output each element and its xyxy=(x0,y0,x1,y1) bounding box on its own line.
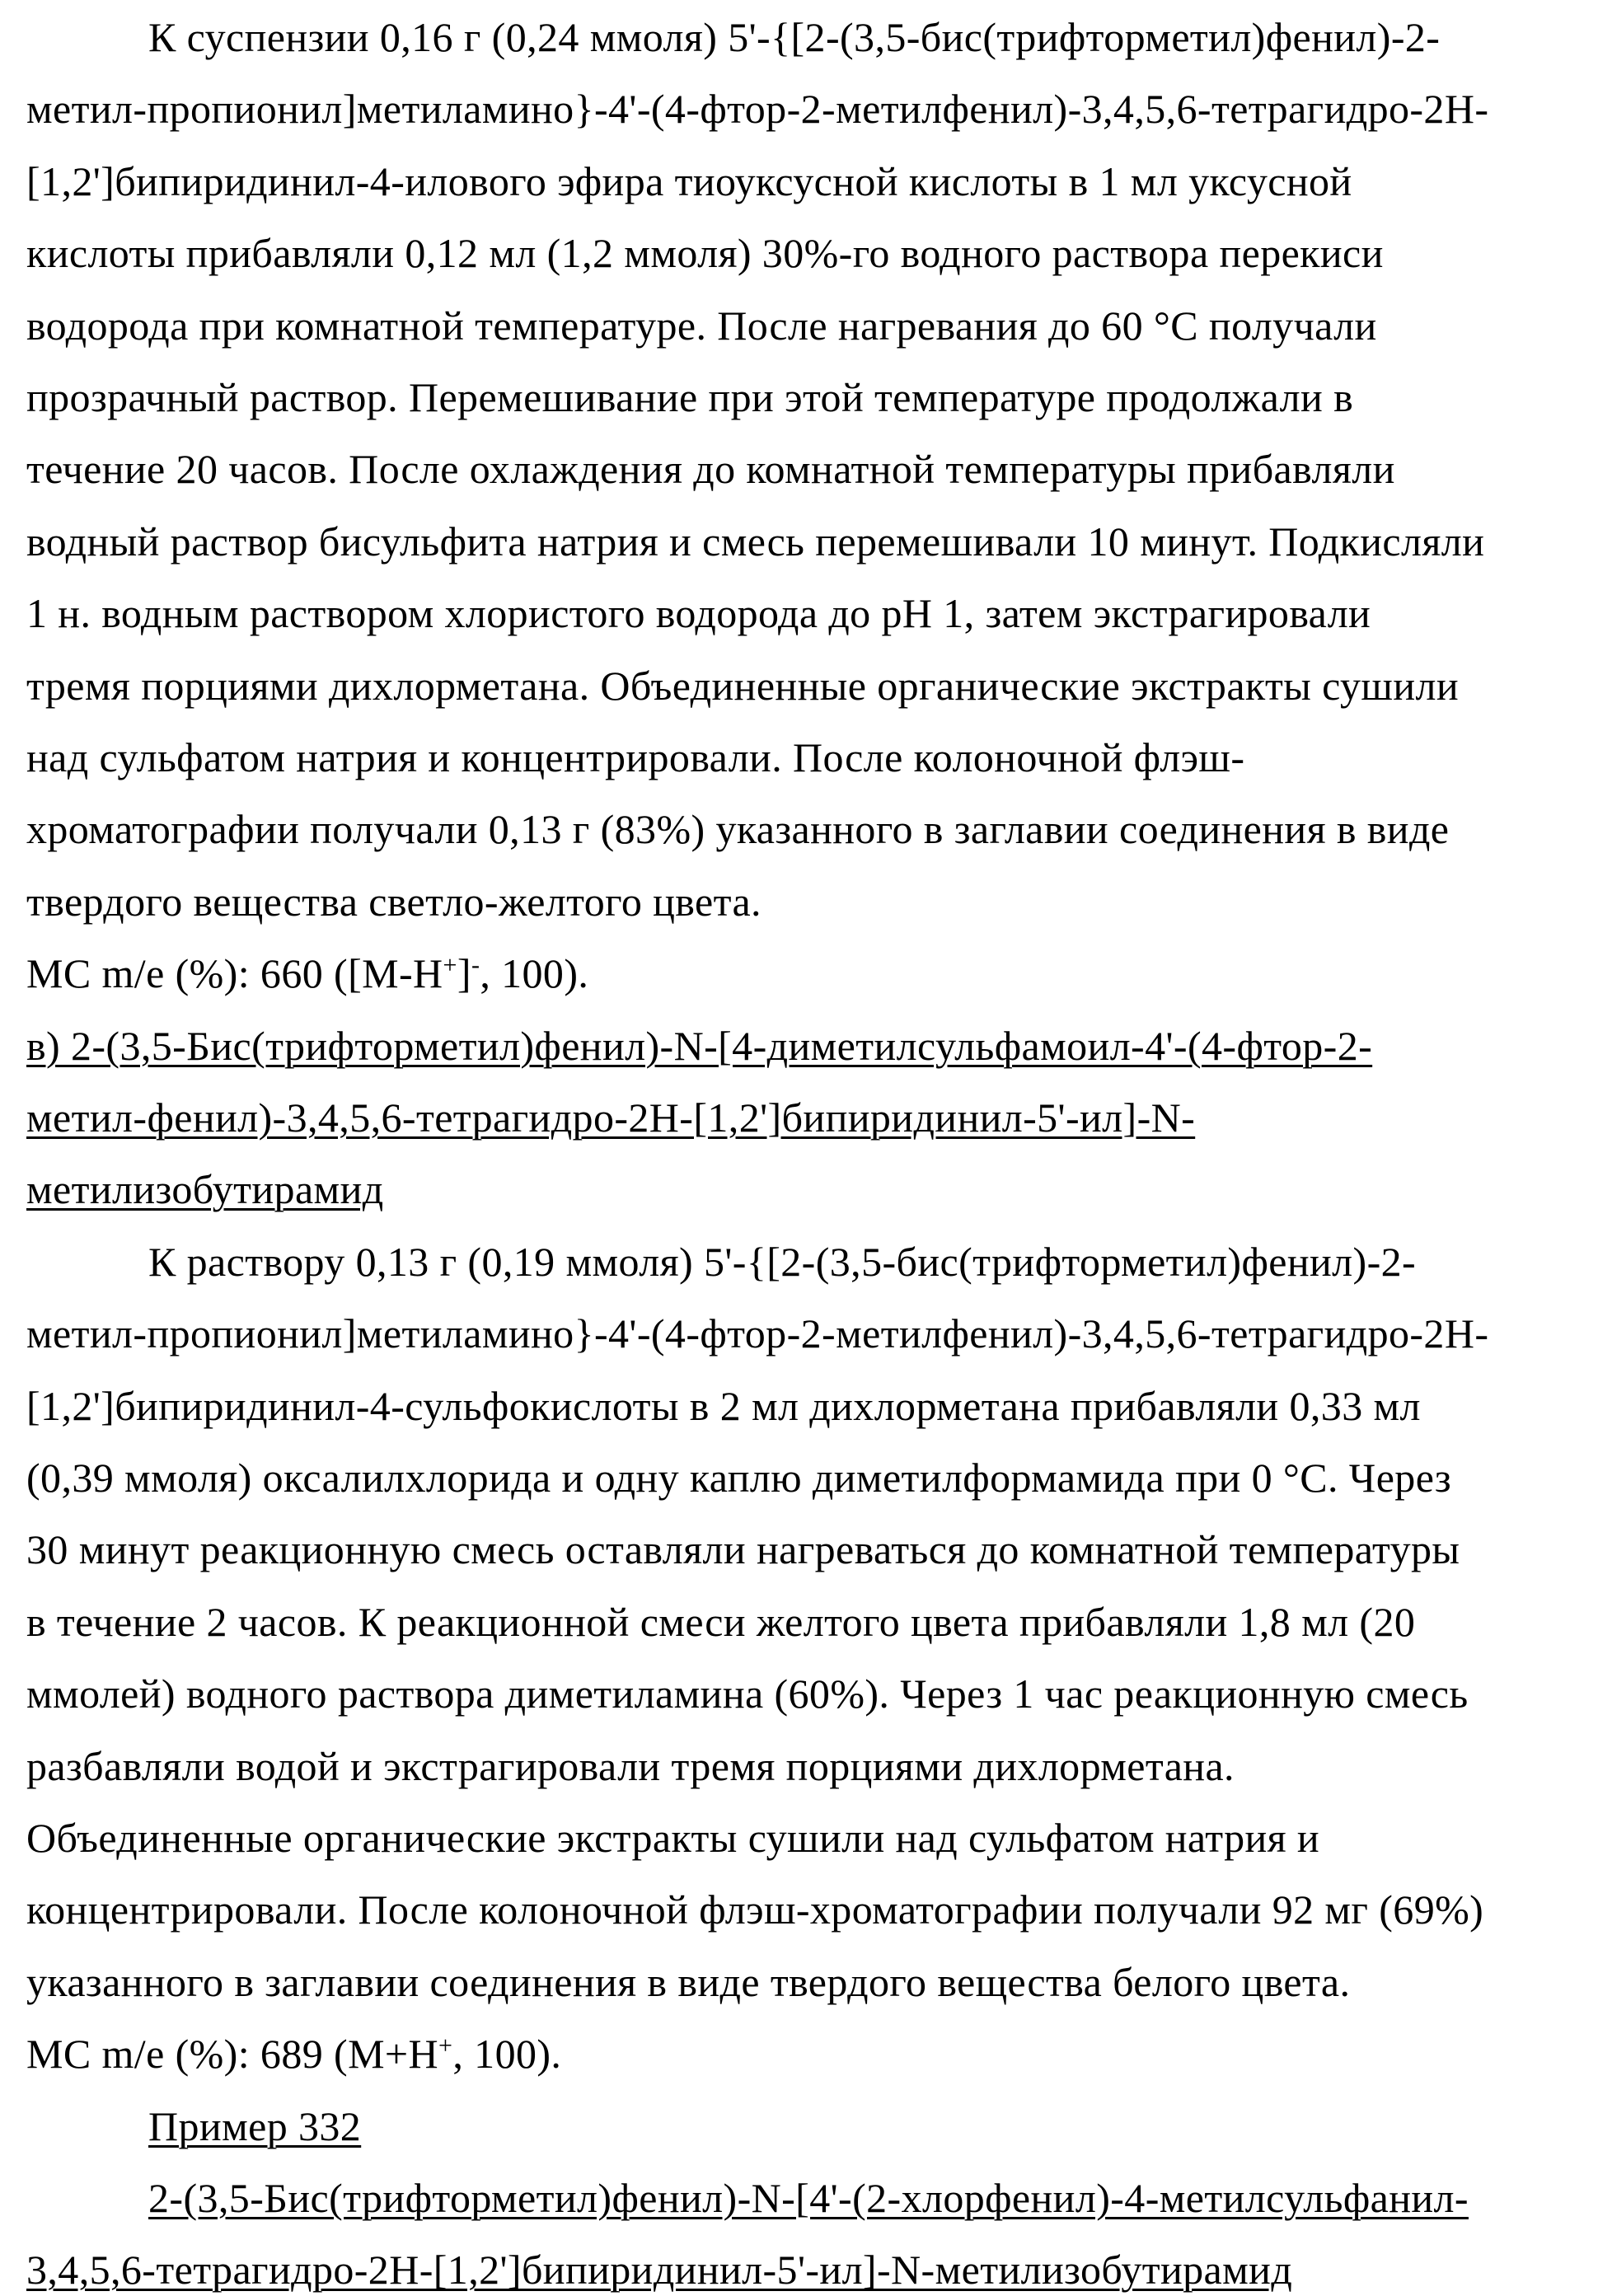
example-title: Пример 332 xyxy=(148,2102,361,2151)
paragraph-line: концентрировали. После колоночной флэш-хроматографии получали 92 мг (69%) xyxy=(26,1885,1483,1934)
paragraph-line: [1,2']бипиридинил-4-илового эфира тиоуксусной кислоты в 1 мл уксусной xyxy=(26,157,1352,206)
paragraph-line: водный раствор бисульфита натрия и смесь перемешивали 10 минут. Подкисляли xyxy=(26,517,1484,566)
mass-spec-line xyxy=(26,949,588,998)
section-heading-line: метилизобутирамид xyxy=(26,1164,384,1214)
paragraph-line: течение 20 часов. После охлаждения до комнатной температуры прибавляли xyxy=(26,444,1395,494)
paragraph-line: водорода при комнатной температуре. После нагревания до 60 °С получали xyxy=(26,301,1377,350)
paragraph-line: 1 н. водным раствором хлористого водорода до рН 1, затем экстрагировали xyxy=(26,588,1371,638)
example-heading-line: 2-(3,5-Бис(трифторметил)фенил)-N-[4'-(2-хлорфенил)-4-метилсульфанил- xyxy=(148,2173,1469,2223)
paragraph-line: (0,39 ммоля) оксалилхлорида и одну каплю диметилформамида при 0 °С. Через xyxy=(26,1453,1451,1502)
paragraph-line: метил-пропионил]метиламино}-4'-(4-фтор-2-метилфенил)-3,4,5,6-тетрагидро-2Н- xyxy=(26,84,1488,134)
text-run: МС m/e (%): 689 (M+H xyxy=(26,2031,438,2077)
paragraph-line: К суспензии 0,16 г (0,24 ммоля) 5'-{[2-(3,5-бис(трифторметил)фенил)-2- xyxy=(148,12,1440,62)
paragraph-line: в течение 2 часов. К реакционной смеси желтого цвета прибавляли 1,8 мл (20 xyxy=(26,1597,1415,1647)
text-run: , 100). xyxy=(480,950,588,996)
paragraph-line: Объединенные органические экстракты сушили над сульфатом натрия и xyxy=(26,1813,1319,1863)
text-run: МС m/e (%): 660 ([M-H xyxy=(26,950,443,996)
superscript: + xyxy=(438,2032,452,2059)
paragraph-line: твердого вещества светло-желтого цвета. xyxy=(26,877,762,926)
text-run: , 100). xyxy=(452,2031,561,2077)
paragraph-line: кислоты прибавляли 0,12 мл (1,2 ммоля) 30%-го водного раствора перекиси xyxy=(26,228,1384,278)
paragraph-line: [1,2']бипиридинил-4-сульфокислоты в 2 мл дихлорметана прибавляли 0,33 мл xyxy=(26,1381,1421,1431)
superscript: - xyxy=(471,952,480,979)
paragraph-line: тремя порциями дихлорметана. Объединенные органические экстракты сушили xyxy=(26,661,1459,710)
paragraph-line: 30 минут реакционную смесь оставляли нагреваться до комнатной температуры xyxy=(26,1525,1460,1574)
paragraph-line: хроматографии получали 0,13 г (83%) указанного в заглавии соединения в виде xyxy=(26,804,1449,854)
example-heading-line: 3,4,5,6-тетрагидро-2Н-[1,2']бипиридинил-5'-ил]-N-метилизобутирамид xyxy=(26,2245,1292,2294)
paragraph-line: прозрачный раствор. Перемешивание при этой температуре продолжали в xyxy=(26,373,1353,422)
paragraph-line: над сульфатом натрия и концентрировали. После колоночной флэш- xyxy=(26,733,1244,782)
paragraph-line: указанного в заглавии соединения в виде твердого вещества белого цвета. xyxy=(26,1957,1350,2007)
paragraph-line: ммолей) водного раствора диметиламина (60%). Через 1 час реакционную смесь xyxy=(26,1669,1469,1718)
mass-spec-line xyxy=(26,2029,561,2078)
text-run: ] xyxy=(457,950,471,996)
paragraph-line: разбавляли водой и экстрагировали тремя порциями дихлорметана. xyxy=(26,1741,1235,1791)
superscript: + xyxy=(443,952,457,979)
paragraph-line: метил-пропионил]метиламино}-4'-(4-фтор-2-метилфенил)-3,4,5,6-тетрагидро-2Н- xyxy=(26,1309,1488,1358)
section-heading-line: метил-фенил)-3,4,5,6-тетрагидро-2Н-[1,2']бипиридинил-5'-ил]-N- xyxy=(26,1093,1195,1142)
paragraph-line: К раствору 0,13 г (0,19 ммоля) 5'-{[2-(3,5-бис(трифторметил)фенил)-2- xyxy=(148,1237,1416,1286)
section-heading-line: в) 2-(3,5-Бис(трифторметил)фенил)-N-[4-диметилсульфамоил-4'-(4-фтор-2- xyxy=(26,1021,1372,1071)
